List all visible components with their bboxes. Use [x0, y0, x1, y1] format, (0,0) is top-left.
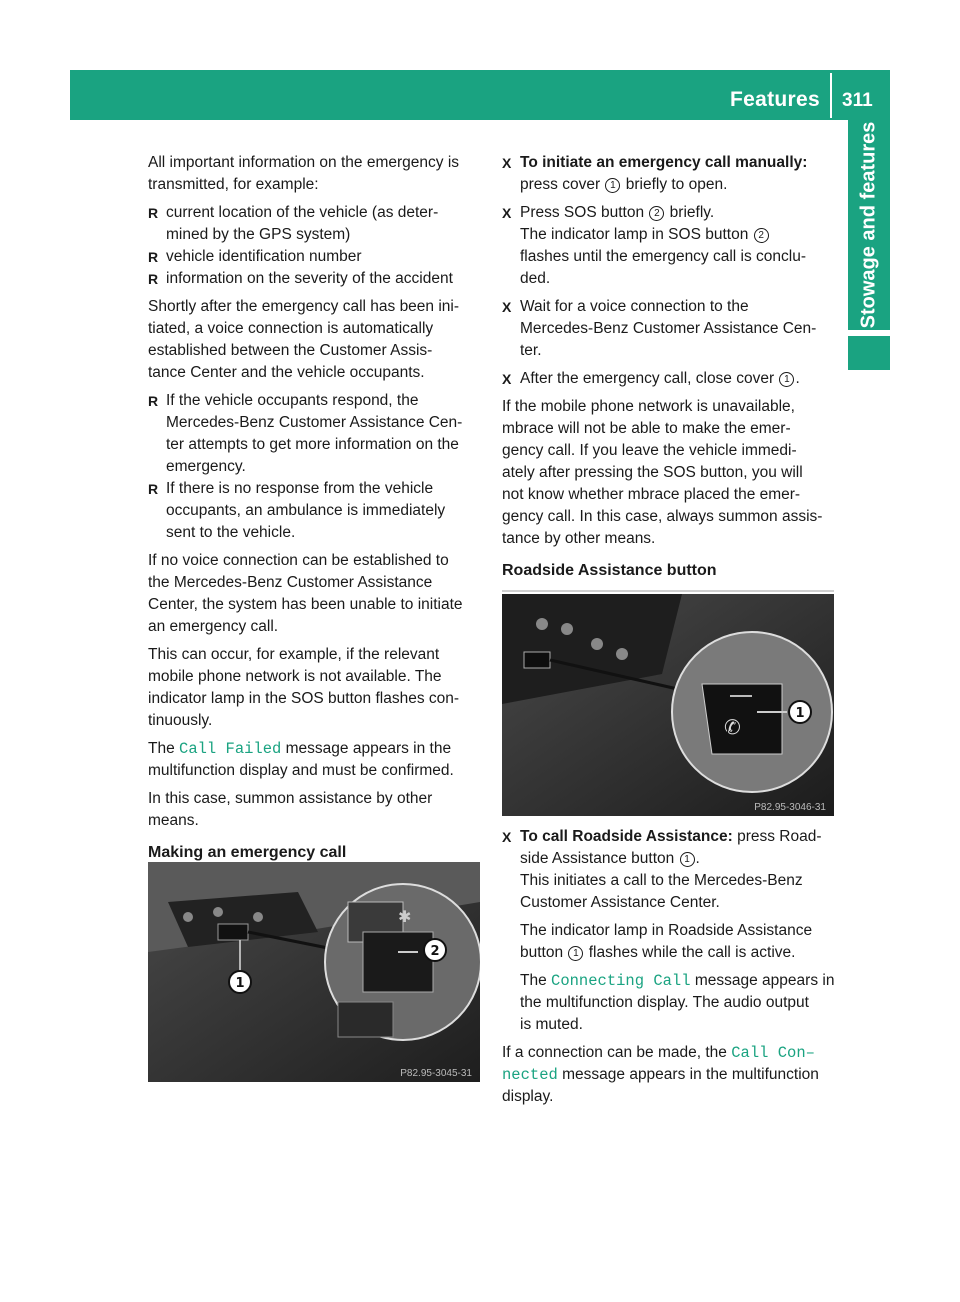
sos-button-drawing: [148, 862, 480, 1082]
header-divider: [830, 73, 832, 118]
callout-ref: 1: [680, 852, 695, 867]
section-heading: Making an emergency call: [148, 844, 347, 861]
paragraph: If no voice connection can be established to the Mercedes-Benz Customer Assistance Center, the system has been unable to initiate an emergency call.: [148, 552, 463, 635]
intro-paragraph: All important information on the emergency is transmitted, for example:: [148, 154, 460, 193]
callout-ref: 2: [754, 228, 769, 243]
instruction-step: X Press SOS button 2 briefly. The indicator lamp in SOS button 2 flashes until the emergency call is conclu- ded.: [502, 202, 834, 290]
side-tab-label: Stowage and features: [857, 121, 880, 329]
left-column: [148, 152, 480, 874]
image-code: P82.95-3045-31: [400, 1068, 472, 1079]
side-tab-label-wrap: [848, 120, 890, 330]
sos-button-illustration: [148, 862, 480, 1082]
display-message-call-connected: Call Con–: [731, 1044, 815, 1062]
instruction-step: X After the emergency call, close cover 1 .: [502, 368, 834, 390]
paragraph: If the mobile phone network is unavailable, mbrace will not be able to make the emer- gency call. If you leave the vehicle immedi- ately after pressing the SOS button, you will not know whether mbrace placed the emer- gency call. In this case, always summon assis- tance by other means.: [502, 398, 823, 547]
svg-text:✱: ✱: [398, 907, 412, 926]
roadside-button-drawing: [502, 594, 834, 816]
paragraph: The Call Failed message appears in the multifunction display and must be confirmed.: [148, 740, 454, 779]
paragraph: If a connection can be made, the Call Con– nected message appears in the multifunction display.: [502, 1044, 819, 1105]
callout-1-label: 1: [235, 976, 245, 991]
page-number: 311: [842, 90, 873, 111]
callout-ref: 2: [649, 206, 664, 221]
instruction-step: X To call Roadside Assistance: press Road- side Assistance button 1 . This initiates a call to the Mercedes-Benz Customer Assistance Center. The indicator lamp in Roadside Assistance button 1 flashes while the call is active. The Connecting Call message appears in the multifunction display. The audio output is muted.: [502, 826, 834, 1036]
section-heading: Roadside Assistance button: [502, 560, 834, 592]
right-column-lower: [502, 826, 834, 1114]
callout-1-label: 1: [795, 706, 805, 721]
list-item: R information on the severity of the accident: [148, 268, 480, 290]
list-item: R current location of the vehicle (as deter- mined by the GPS system): [148, 202, 480, 246]
image-code: P82.95-3046-31: [754, 802, 826, 813]
roadside-button-illustration: [502, 594, 834, 816]
list-item: R vehicle identification number: [148, 246, 480, 268]
callout-ref: 1: [568, 946, 583, 961]
section-title: Features: [730, 88, 820, 111]
paragraph: In this case, summon assistance by other means.: [148, 790, 433, 829]
callout-ref: 1: [605, 178, 620, 193]
side-tab-marker: [848, 336, 890, 370]
paragraph: This can occur, for example, if the relevant mobile phone network is not available. The indicator lamp in the SOS button flashes con- tinuously.: [148, 646, 460, 729]
display-message-connecting-call: Connecting Call: [551, 972, 691, 990]
callout-ref: 1: [779, 372, 794, 387]
paragraph: Shortly after the emergency call has been ini- tiated, a voice connection is automatically established between the Customer Assis- tance Center and the vehicle occupants.: [148, 298, 460, 381]
list-item: R If the vehicle occupants respond, the Mercedes-Benz Customer Assistance Cen- ter attempts to get more information on the emergency.: [148, 390, 480, 478]
callout-2-label: 2: [430, 944, 440, 959]
svg-text:✆: ✆: [724, 715, 741, 739]
instruction-step: X To initiate an emergency call manually: press cover 1 briefly to open.: [502, 152, 834, 196]
instruction-step: X Wait for a voice connection to the Mercedes-Benz Customer Assistance Cen- ter.: [502, 296, 834, 362]
right-column: [502, 152, 834, 602]
display-message-call-failed: Call Failed: [179, 740, 282, 758]
list-item: R If there is no response from the vehicle occupants, an ambulance is immediately sent to the vehicle.: [148, 478, 480, 544]
